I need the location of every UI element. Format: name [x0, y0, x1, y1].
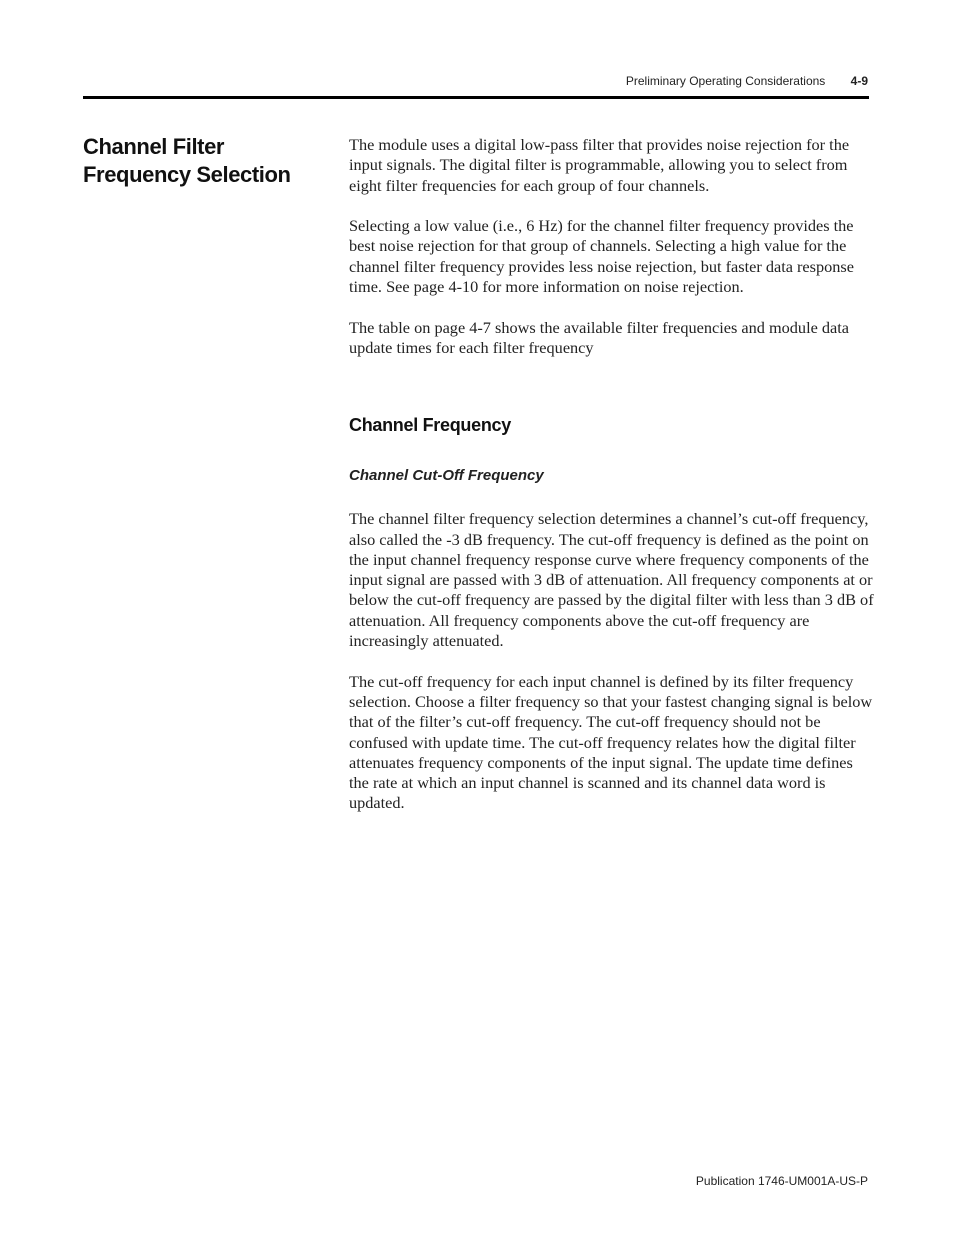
- cutoff-paragraph: The channel filter frequency selection determines a channel’s cut-off frequency, also called the -3 dB frequency. The cut-off frequency is defined as the point on the input channel frequency response curve where frequency components of the input signal are passed with 3 dB of attenuation. All frequency components at or below the cut-off frequency are passed by the digital filter with less than 3 dB of attenuation. All frequency components above the cut-off frequency are increasingly attenuated.: [349, 509, 874, 651]
- channel-frequency-heading: Channel Frequency: [349, 415, 511, 436]
- cutoff-frequency-heading: Channel Cut-Off Frequency: [349, 467, 544, 485]
- publication-footer: Publication 1746-UM001A-US-P: [695, 1174, 868, 1188]
- page-number: 4-9: [850, 74, 868, 88]
- intro-paragraph: The table on page 4-7 shows the available filter frequencies and module data update times for each filter frequency: [349, 317, 850, 357]
- section-heading: Channel Filter Frequency Selection: [83, 134, 291, 187]
- page-header: [626, 74, 868, 88]
- intro-paragraph: The module uses a digital low-pass filter that provides noise rejection for the input signals. The digital filter is programmable, allowing you to select from eight filter frequencies for each group of four channels.: [349, 135, 850, 195]
- header-rule: [83, 96, 869, 99]
- cutoff-paragraph: The cut-off frequency for each input channel is defined by its filter frequency selection. Choose a filter frequency so that your fastest changing signal is below that of the filter’s cut-off frequency. The cut-off frequency should not be confused with update time. The cut-off frequency relates how the digital filter attenuates frequency components of the input signal. The update time defines the rate at which an input channel is scanned and its channel data word is updated.: [349, 671, 873, 813]
- intro-paragraph: Selecting a low value (i.e., 6 Hz) for the channel filter frequency provides the best noise rejection for that group of channels. Selecting a high value for the channel filter frequency provides less noise rejection, but faster data response time. See page 4-10 for more information on noise rejection.: [349, 216, 854, 297]
- body-text: [349, 135, 874, 834]
- running-header-title: Preliminary Operating Considerations: [625, 74, 826, 88]
